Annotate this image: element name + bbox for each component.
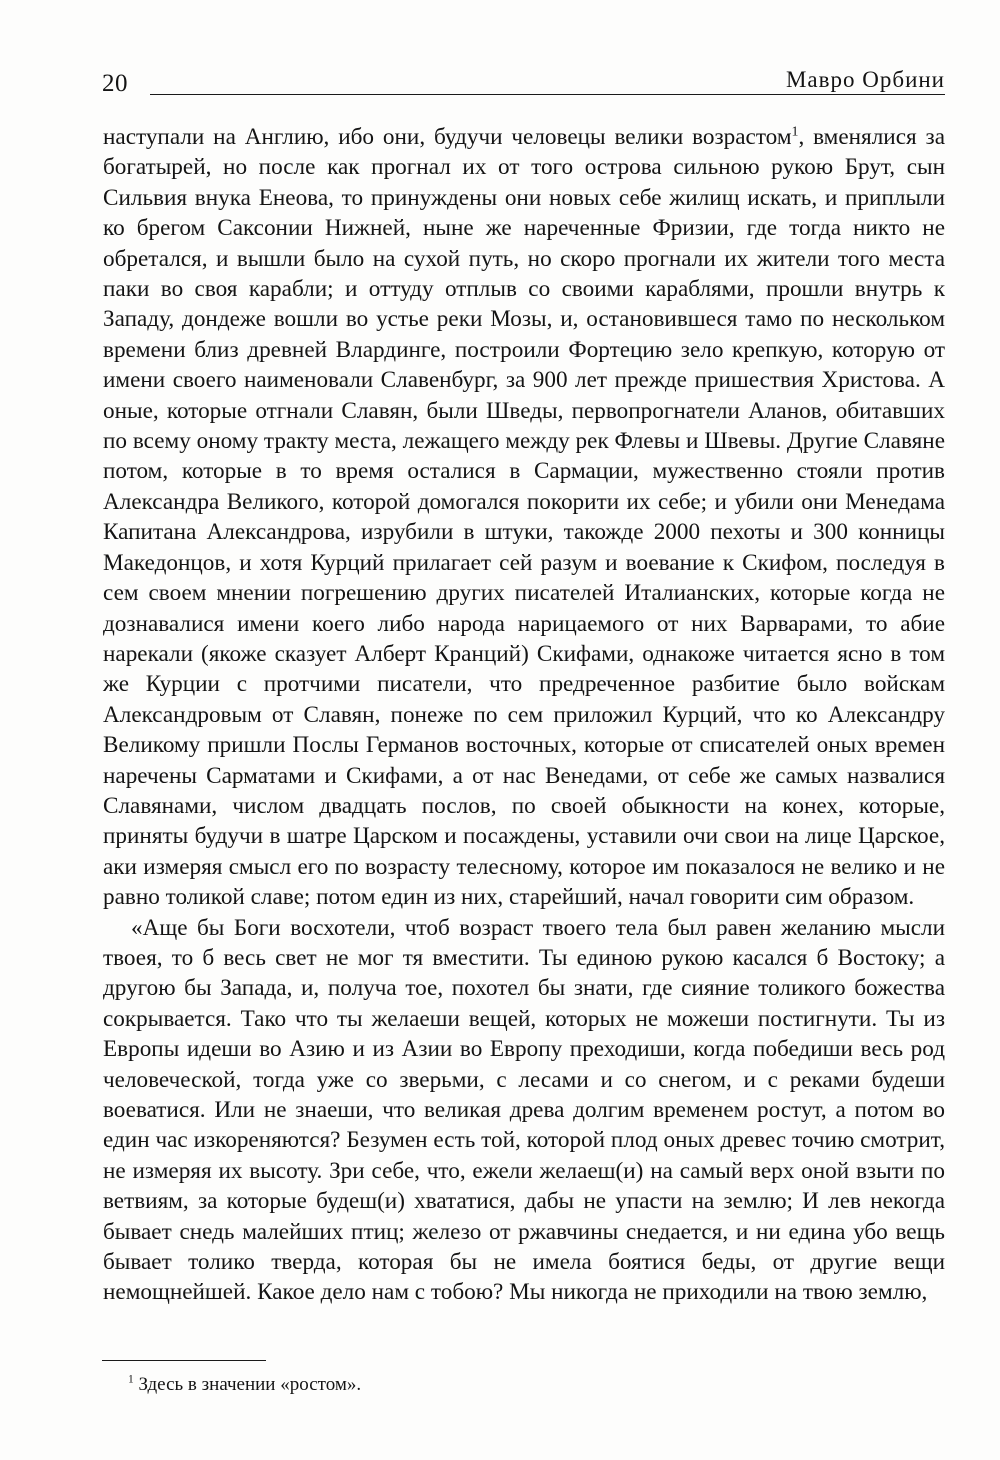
paragraph-1-rest: , вменялися за богатырей, но после как прогнал их от того острова сильною рукою Брут, сын Сильвия внука Енеова, то принуждены они новых себе жилищ искать, и приплыли ко брегом Саксонии Нижней, ныне же нареченные Фризии, где тогда никто не обретался, и вышли было на сухой путь, но скоро прогнали их жители того места паки во своя карабли; и оттуду отплыв со своими караблями, прошли внутрь к Западу, дондеже вошли во устье реки Мозы, и, остановившеся тамо по нескольком времени близ древней Влардинге, построили Фортецию зело крепкую, которую от имени своего наименовали Славенбург, за 900 лет прежде пришествия Христова. А оные, которые отгнали Славян, были Шведы, первопрогнатели Аланов, обитавших по всему оному тракту места, лежащего между рек Флевы и Швевы. Другие Славяне потом, которые в то время осталися в Сармации, мужественно стояли против Александра Великого, которой домогался покорити их себе; и убили они Менедама Капитана Александрова, изрубили в штуки, такожде 2000 пехоты и 300 конницы Македонцов, и хотя Курций прилагает сей разум и воевание к Скифом, последуя в сем своем мнении погрешению других писателей Италианских, которые когда не дознавалися имени коего либо народа нарицаемого от них Варварами, то абие нарекали (якоже сказует Алберт Кранций) Скифами, однакоже читается ясно в том же Курции с протчими писатели, что предреченное разбитие было войскам Александровым от Славян, понеже по сем приложил Курций, что ко Александру Великому пришли Послы Германов восточных, которые от списателей оных времен наречены Сарматами и Скифами, а от нас Венедами, от себе же самых назвалися Славянами, числом двадцать послов, по своей обыкности на конех, которые, приняты будучи в шатре Царском и посаждены, уставили очи свои на лице Царское, аки измеряя смысл его по возрасту телесному, которое им показалося не велико и не равно толикой славе; потом един из них, старейший, начал говорити сим образом. <box>103 124 945 911</box>
header-rule <box>150 94 945 95</box>
footnote-reference: 1 <box>791 124 799 140</box>
paragraph-1 <box>103 122 945 913</box>
page-number: 20 <box>102 70 128 97</box>
footnote-text: Здесь в значении «ростом». <box>133 1374 362 1395</box>
footnote-mark: 1 <box>128 1373 134 1386</box>
page-header <box>100 60 945 100</box>
main-text <box>103 122 945 1308</box>
footnote-rule <box>102 1360 266 1361</box>
running-head: Мавро Орбини <box>785 67 945 92</box>
paragraph-2: «Аще бы Боги восхотели, чтоб возраст твоего тела был равен желанию мысли твоея, то б весь свет не мог тя вместити. Ты единою рукою касался б Востоку; а другою бы Запада, и, получа тое, похотел бы знати, где сияние толикого божества сокрывается. Тако что ты желаеши вещей, которых не можеши постигнути. Ты из Европы идеши во Азию и из Азии во Европу преходиши, когда победиши весь род человеческой, тогда уже со зверьми, с лесами и со снегом, и с реками будеши воеватися. Или не знаеши, что великая древа долгим временем ростут, а потом во един час изкореняются? Безумен есть той, которой плод оных древес точию смотрит, не измеряя их высоту. Зри себе, что, ежели желаеш(и) на самый верх оной взыти по ветвиям, за которые будеш(и) хвататися, дабы не упасти на землю; И лев некогда бывает снедь малейших птиц; железо от ржавчины снедается, и ни едина убо вещь бывает толико тверда, которая бы не имела боятися беды, от другие вещи немощнейшей. Какое дело нам с тобою? Мы никогда не приходили на твою землю, <box>103 914 945 1306</box>
paragraph-1-start: наступали на Англию, ибо они, будучи человецы велики возрастом <box>103 124 792 150</box>
footnote <box>128 1373 361 1397</box>
